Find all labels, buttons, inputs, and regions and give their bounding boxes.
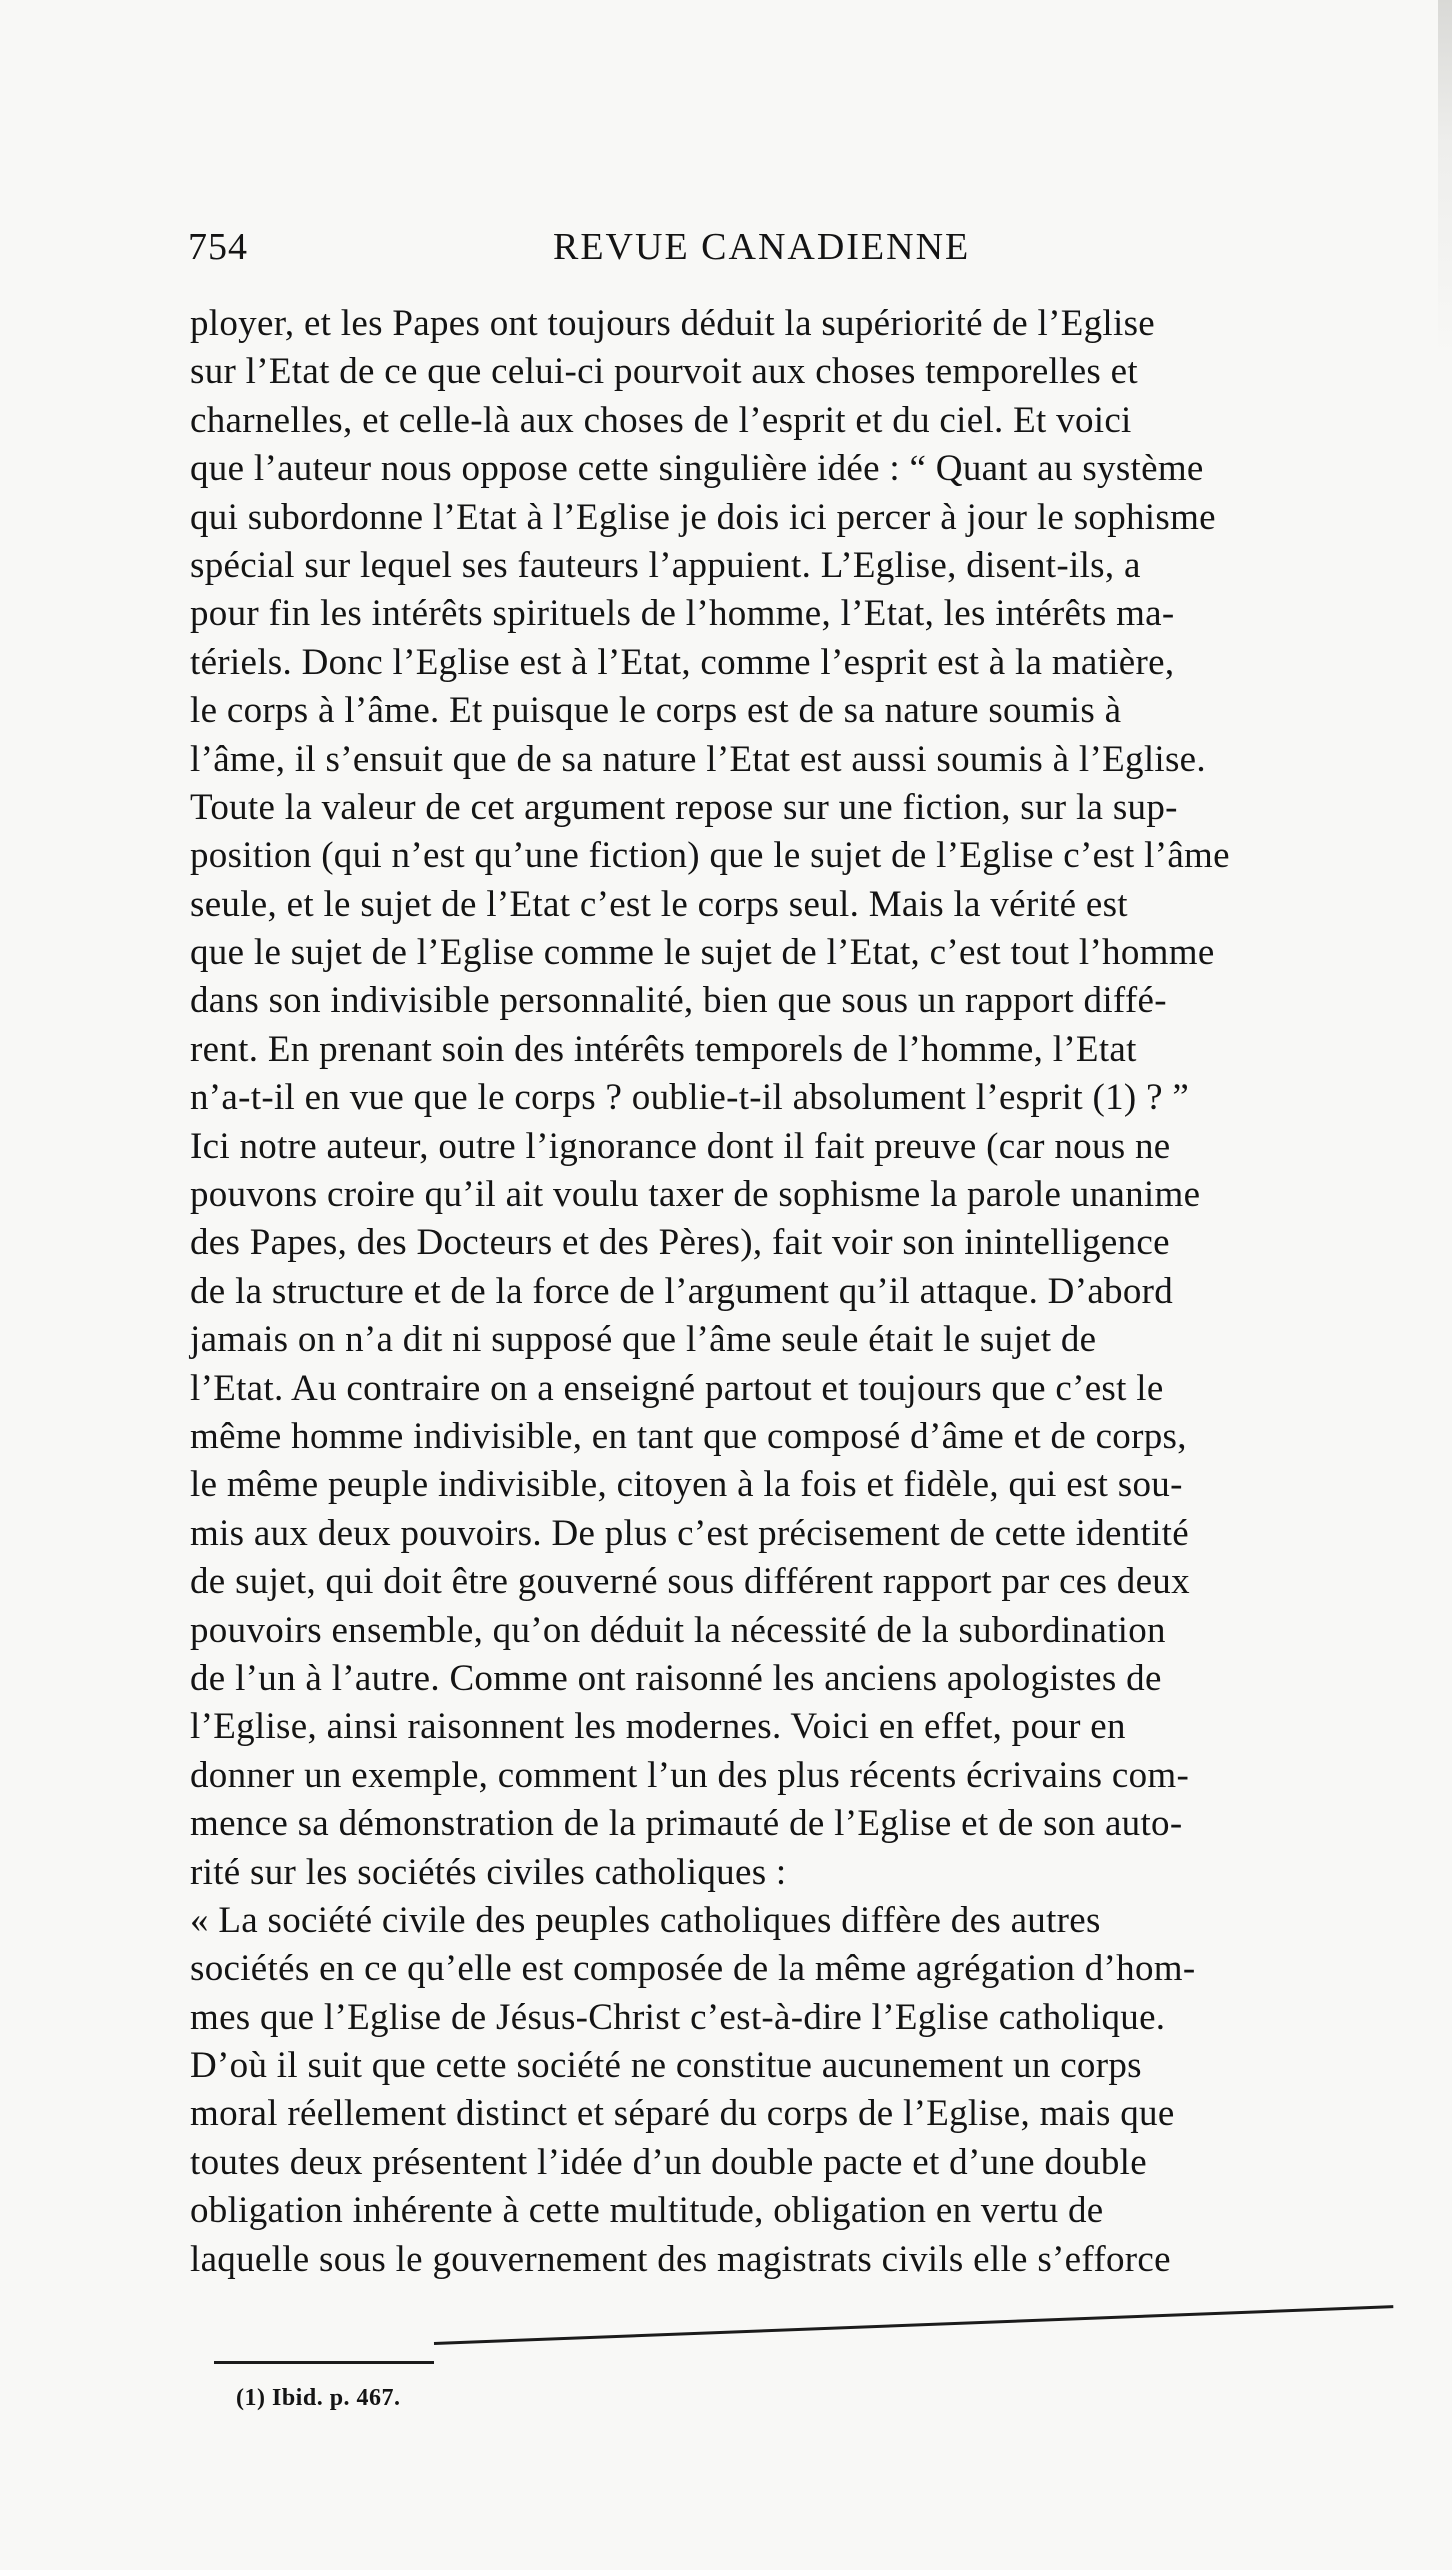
text-line: sociétés en ce qu’elle est composée de la même agrégation d’hom-: [190, 1948, 1196, 1990]
text-line: des Papes, des Docteurs et des Pères), fait voir son inintelligence: [190, 1222, 1170, 1264]
text-line: toutes deux présentent l’idée d’un double pacte et d’une double: [190, 2141, 1147, 2183]
text-line: mis aux deux pouvoirs. De plus c’est précisement de cette identité: [190, 1512, 1189, 1554]
footnote-rule-left: [214, 2361, 434, 2364]
text-line: pour fin les intérêts spirituels de l’homme, l’Etat, les intérêts ma-: [190, 593, 1175, 635]
text-line: moral réellement distinct et séparé du corps de l’Eglise, mais que: [190, 2093, 1175, 2135]
text-line: laquelle sous le gouvernement des magistrats civils elle s’efforce: [190, 2238, 1171, 2280]
page-header: [188, 225, 1008, 285]
page-number: 754: [188, 226, 248, 268]
text-line: donner un exemple, comment l’un des plus récents écrivains com-: [190, 1754, 1190, 1796]
text-line: ployer, et les Papes ont toujours déduit la supériorité de l’Eglise: [190, 303, 1155, 344]
text-line: mence sa démonstration de la primauté de l’Eglise et de son auto-: [190, 1803, 1183, 1845]
text-line: l’âme, il s’ensuit que de sa nature l’Etat est aussi soumis à l’Eglise.: [190, 738, 1206, 780]
text-line: obligation inhérente à cette multitude, obligation en vertu de: [190, 2190, 1104, 2232]
text-line: pouvons croire qu’il ait voulu taxer de sophisme la parole unanime: [190, 1174, 1201, 1216]
page-edge-shadow: [1438, 0, 1452, 360]
footnote-rule-right: [434, 2305, 1393, 2345]
text-line: « La société civile des peuples catholiques diffère des autres: [190, 1899, 1101, 1941]
running-title: REVUE CANADIENNE: [553, 226, 971, 268]
text-line: l’Eglise, ainsi raisonnent les modernes. Voici en effet, pour en: [190, 1706, 1126, 1748]
text-line: qui subordonne l’Etat à l’Eglise je dois ici percer à jour le sophisme: [190, 496, 1216, 538]
text-line: de sujet, qui doit être gouverné sous différent rapport par ces deux: [190, 1561, 1190, 1603]
text-line: rité sur les sociétés civiles catholiques :: [190, 1851, 787, 1893]
text-line: de l’un à l’autre. Comme ont raisonné les anciens apologistes de: [190, 1657, 1162, 1699]
text-line: sur l’Etat de ce que celui-ci pourvoit aux choses temporelles et: [190, 351, 1138, 393]
text-line: de la structure et de la force de l’argument qu’il attaque. D’abord: [190, 1270, 1174, 1312]
text-line: pouvoirs ensemble, qu’on déduit la nécessité de la subordination: [190, 1609, 1166, 1651]
text-line: n’a-t-il en vue que le corps ? oublie-t-il absolument l’esprit (1) ? ”: [190, 1077, 1190, 1119]
text-line: le corps à l’âme. Et puisque le corps est de sa nature soumis à: [190, 690, 1122, 732]
text-line: mes que l’Eglise de Jésus-Christ c’est-à-dire l’Eglise catholique.: [190, 1996, 1166, 2038]
text-line: dans son indivisible personnalité, bien que sous un rapport diffé-: [190, 980, 1167, 1022]
text-line: jamais on n’a dit ni supposé que l’âme seule était le sujet de: [190, 1319, 1097, 1361]
text-line: l’Etat. Au contraire on a enseigné partout et toujours que c’est le: [190, 1367, 1164, 1409]
footnote: (1) Ibid. p. 467.: [236, 2385, 401, 2411]
text-line: spécial sur lequel ses fauteurs l’appuient. L’Eglise, disent-ils, a: [190, 544, 1141, 586]
text-line: D’où il suit que cette société ne constitue aucunement un corps: [190, 2045, 1142, 2087]
text-line: rent. En prenant soin des intérêts temporels de l’homme, l’Etat: [190, 1028, 1137, 1070]
text-line: position (qui n’est qu’une fiction) que le sujet de l’Eglise c’est l’âme: [190, 835, 1230, 877]
text-line: que l’auteur nous oppose cette singulière idée : “ Quant au système: [190, 448, 1204, 490]
text-line: le même peuple indivisible, citoyen à la fois et fidèle, qui est sou-: [190, 1464, 1183, 1506]
text-line: même homme indivisible, en tant que composé d’âme et de corps,: [190, 1415, 1187, 1457]
text-line: tériels. Donc l’Eglise est à l’Etat, comme l’esprit est à la matière,: [190, 641, 1175, 683]
text-line: charnelles, et celle-là aux choses de l’esprit et du ciel. Et voici: [190, 399, 1132, 441]
text-line: Toute la valeur de cet argument repose sur une fiction, sur la sup-: [190, 786, 1178, 828]
text-line: Ici notre auteur, outre l’ignorance dont il fait preuve (car nous ne: [190, 1125, 1171, 1167]
text-line: que le sujet de l’Eglise comme le sujet de l’Etat, c’est tout l’homme: [190, 932, 1215, 974]
body-text: [190, 300, 1370, 2284]
text-line: seule, et le sujet de l’Etat c’est le corps seul. Mais la vérité est: [190, 883, 1128, 925]
